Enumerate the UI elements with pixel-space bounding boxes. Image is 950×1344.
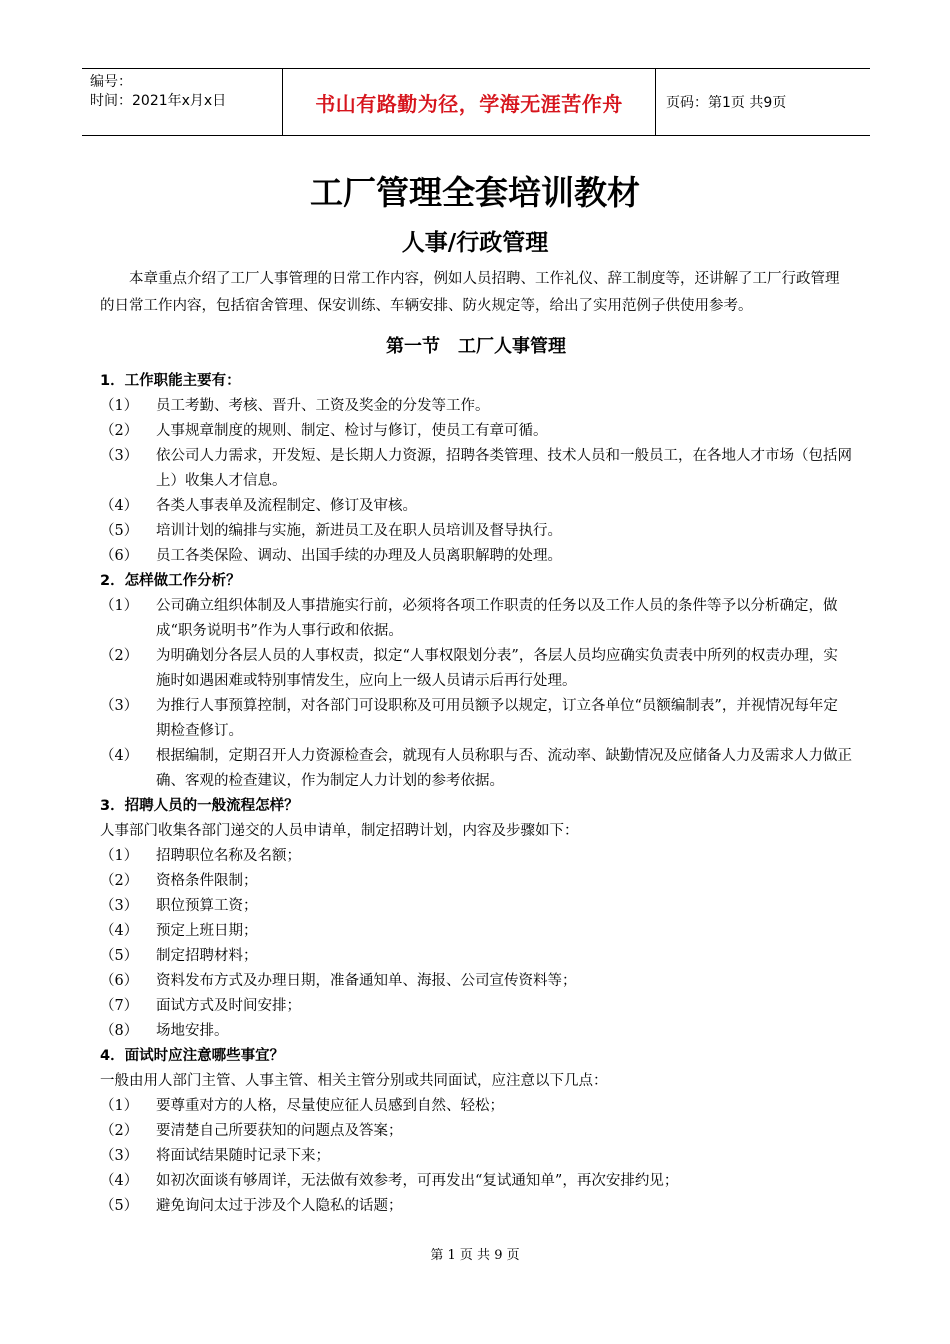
list-item [100, 844, 852, 869]
list-item [100, 644, 852, 694]
document-subtitle: 人事/行政管理 [401, 230, 549, 256]
list-item-text: 员工考勤、考核、晋升、工资及奖金的分发等工作。 [156, 398, 490, 414]
list-item-text: 依公司人力需求，开发短、是长期人力资源，招聘各类管理、技术人员和一般员工，在各地人才市场（包括网上）收集人才信息。 [156, 448, 852, 489]
list-item [100, 544, 852, 569]
list-item-text: 根据编制，定期召开人力资源检查会，就现有人员称职与否、流动率、缺勤情况及应储备人力及需求人力做正确、客观的检查建议，作为制定人力计划的参考依据。 [156, 748, 852, 789]
list-item [100, 519, 852, 544]
header-motto: 书山有路勤为径，学海无涯苦作舟 [315, 91, 623, 116]
list-item-number: （2） [100, 1123, 139, 1139]
list-item [100, 1194, 852, 1219]
list-item [100, 1144, 852, 1169]
list-item-number: （2） [100, 648, 139, 664]
list-item-number: （3） [100, 898, 139, 914]
list-item-text: 招聘职位名称及名额； [156, 848, 301, 864]
list-item [100, 894, 852, 919]
list-item-text: 员工各类保险、调动、出国手续的办理及人员离职解聘的处理。 [156, 548, 562, 564]
list-item-number: （1） [100, 398, 139, 414]
list-item [100, 994, 852, 1019]
list-item-text: 预定上班日期； [156, 923, 258, 939]
subsection-heading: 1．工作职能主要有： [100, 373, 241, 389]
list-item-text: 制定招聘材料； [156, 948, 258, 964]
list-item-number: （5） [100, 523, 139, 539]
page-footer: 第 1 页 共 9 页 [430, 1248, 520, 1263]
list-item-text: 公司确立组织体制及人事措施实行前，必须将各项工作职责的任务以及工作人员的条件等予以分析确定，做成“职务说明书”作为人事行政和依据。 [156, 598, 838, 639]
list-item [100, 419, 852, 444]
list-item-number: （1） [100, 598, 139, 614]
header-page-info: 页码：第1页 共9页 [666, 95, 787, 111]
list-item [100, 944, 852, 969]
list-item-number: （8） [100, 1023, 139, 1039]
subsection-heading: 4．面试时应注意哪些事宜？ [100, 1048, 285, 1064]
list-item-text: 人事规章制度的规则、制定、检讨与修订，使员工有章可循。 [156, 423, 548, 439]
list-item-number: （3） [100, 448, 139, 464]
section-list [100, 369, 852, 1219]
list-item-text: 资料发布方式及办理日期，准备通知单、海报、公司宣传资料等； [156, 973, 577, 989]
list-item [100, 744, 852, 794]
page-header [82, 68, 870, 136]
list-item [100, 919, 852, 944]
list-item-text: 培训计划的编排与实施，新进员工及在职人员培训及督导执行。 [156, 523, 562, 539]
list-item-number: （4） [100, 923, 139, 939]
subsection-heading: 2．怎样做工作分析？ [100, 573, 241, 589]
document-body [100, 266, 852, 1219]
list-item-text: 为明确划分各层人员的人事权责，拟定“人事权限划分表”，各层人员均应确实负责表中所列的权责办理，实施时如遇困难或特别事情发生，应向上一级人员请示后再行处理。 [156, 648, 838, 689]
list-item [100, 444, 852, 494]
list-item-number: （5） [100, 1198, 139, 1214]
list-item [100, 1169, 852, 1194]
list-item-number: （6） [100, 973, 139, 989]
list-item-number: （2） [100, 873, 139, 889]
list-item-number: （2） [100, 423, 139, 439]
subsection-lead: 人事部门收集各部门递交的人员申请单，制定招聘计划，内容及步骤如下： [100, 823, 579, 839]
list-item-number: （4） [100, 498, 139, 514]
list-item-number: （6） [100, 548, 139, 564]
list-item-number: （4） [100, 1173, 139, 1189]
list-item-text: 职位预算工资； [156, 898, 258, 914]
list-item-number: （3） [100, 1148, 139, 1164]
subsection-lead: 一般由用人部门主管、人事主管、相关主管分别或共同面试，应注意以下几点： [100, 1073, 608, 1089]
list-item-text: 要尊重对方的人格，尽量使应征人员感到自然、轻松； [156, 1098, 504, 1114]
list-item-number: （5） [100, 948, 139, 964]
document-title: 工厂管理全套培训教材 [310, 173, 640, 212]
list-item [100, 694, 852, 744]
list-item-text: 要清楚自己所要获知的问题点及答案； [156, 1123, 403, 1139]
header-meta [82, 69, 282, 135]
list-item [100, 1119, 852, 1144]
list-item [100, 869, 852, 894]
document-number-label: 编号： [90, 74, 132, 90]
list-item-text: 面试方式及时间安排； [156, 998, 301, 1014]
section-title: 第一节 工厂人事管理 [386, 336, 566, 357]
list-item-text: 场地安排。 [156, 1023, 229, 1039]
list-item-number: （3） [100, 698, 139, 714]
list-item-text: 将面试结果随时记录下来； [156, 1148, 330, 1164]
list-item-text: 避免询问太过于涉及个人隐私的话题； [156, 1198, 403, 1214]
list-item-number: （1） [100, 1098, 139, 1114]
document-date: 时间：2021年x月x日 [90, 93, 227, 109]
list-item-text: 为推行人事预算控制，对各部门可设职称及可用员额予以规定，订立各单位“员额编制表”，并视情况每年定期检查修订。 [156, 698, 838, 739]
header-motto-cell [282, 69, 656, 135]
subsection-heading: 3．招聘人员的一般流程怎样？ [100, 798, 299, 814]
list-item-text: 资格条件限制； [156, 873, 258, 889]
list-item-text: 如初次面谈有够周详，无法做有效参考，可再发出“复试通知单”，再次安排约见； [156, 1173, 679, 1189]
list-item [100, 394, 852, 419]
list-item [100, 494, 852, 519]
list-item-text: 各类人事表单及流程制定、修订及审核。 [156, 498, 417, 514]
list-item [100, 969, 852, 994]
list-item-number: （1） [100, 848, 139, 864]
intro-paragraph: 本章重点介绍了工厂人事管理的日常工作内容，例如人员招聘、工作礼仪、辞工制度等，还讲解了工厂行政管理的日常工作内容，包括宿舍管理、保安训练、车辆安排、防火规定等，给出了实用范例子供使用参考。 [100, 271, 840, 314]
list-item [100, 1019, 852, 1044]
list-item-number: （4） [100, 748, 139, 764]
list-item [100, 594, 852, 644]
list-item-number: （7） [100, 998, 139, 1014]
list-item [100, 1094, 852, 1119]
